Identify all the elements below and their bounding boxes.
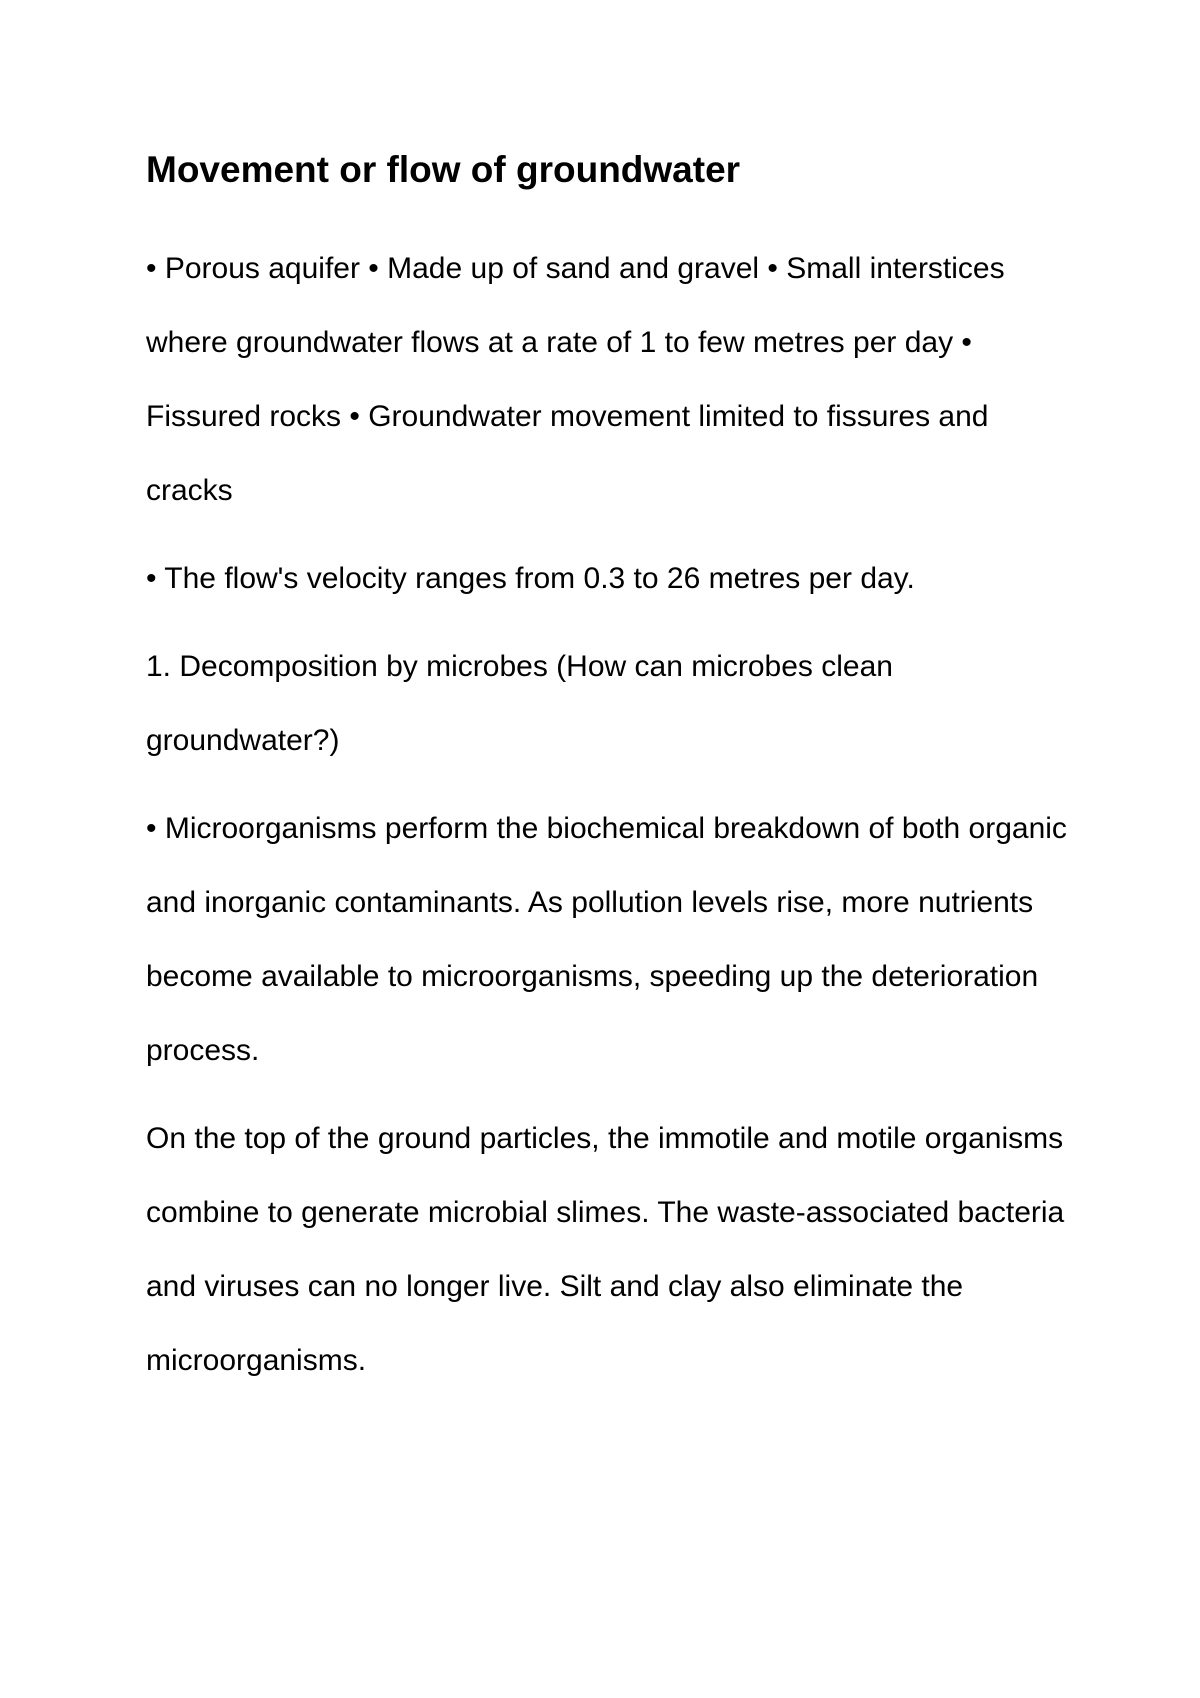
document-body <box>146 140 1076 1398</box>
document-title: Movement or flow of groundwater <box>146 149 741 190</box>
paragraph-microbial-slimes: On the top of the ground particles, the immotile and motile organisms combine to generate microbial slimes. The waste-associated bacteria and viruses can no longer live. Silt and clay also eliminate the microorganisms. <box>146 1122 1065 1377</box>
paragraph-decomposition-heading: 1. Decomposition by microbes (How can microbes clean groundwater?) <box>146 650 893 757</box>
paragraph-microorganisms: • Microorganisms perform the biochemical breakdown of both organic and inorganic contaminants. As pollution levels rise, more nutrients become available to microorganisms, speeding up the deterioration process. <box>146 812 1067 1067</box>
paragraph-flow-velocity: • The flow's velocity ranges from 0.3 to 26 metres per day. <box>146 562 915 595</box>
paragraph-aquifer-types: • Porous aquifer • Made up of sand and gravel • Small interstices where groundwater flows at a rate of 1 to few metres per day • Fissured rocks • Groundwater movement limited to fissures and cracks <box>146 252 1005 507</box>
